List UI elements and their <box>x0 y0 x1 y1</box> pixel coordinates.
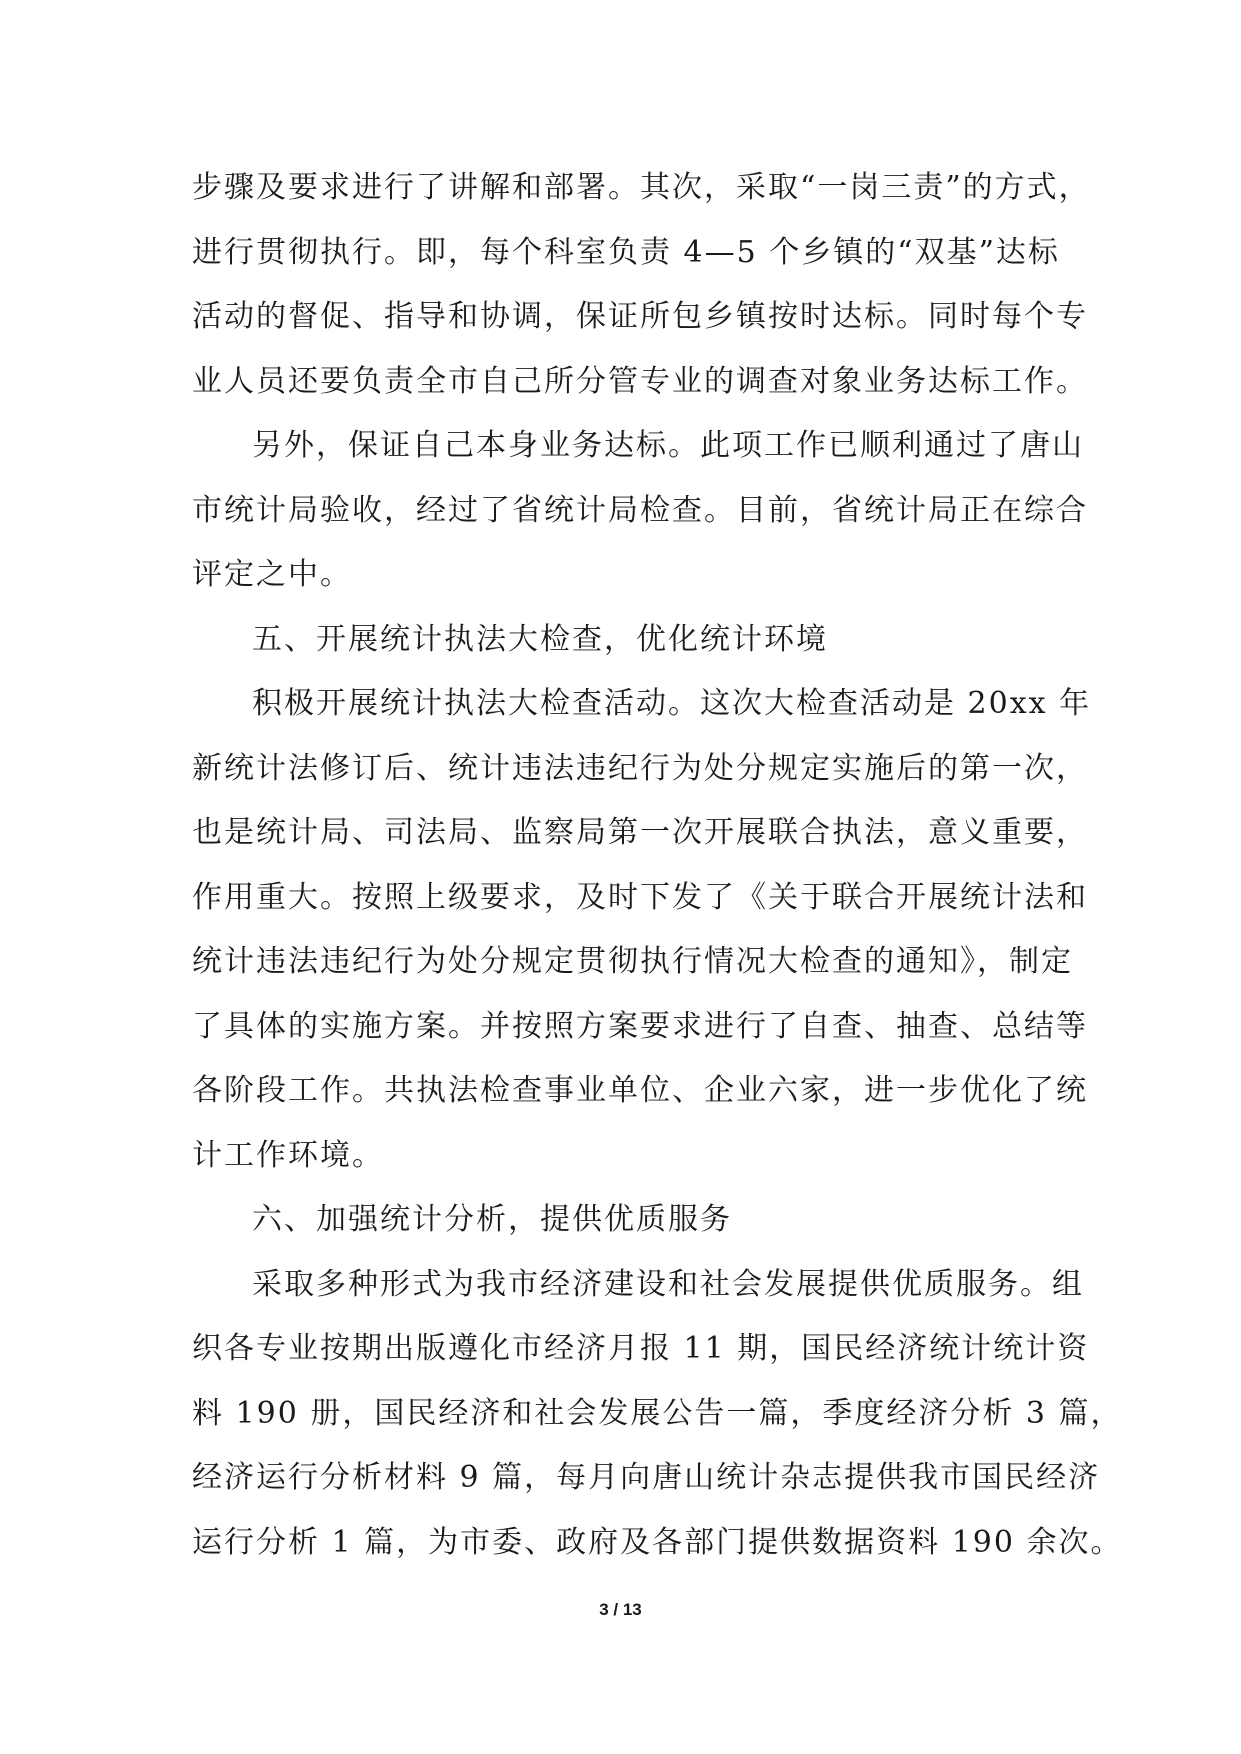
text-line: 运行分析 1 篇，为市委、政府及各部门提供数据资料 190 余次。 <box>192 1524 1123 1560</box>
text-line: 市统计局验收，经过了省统计局检查。目前，省统计局正在综合 <box>192 492 1088 528</box>
text-line: 评定之中。 <box>192 557 352 592</box>
text-line: 织各专业按期出版遵化市经济月报 11 期，国民经济统计统计资 <box>192 1331 1090 1366</box>
section-heading: 五、开展统计执法大检查，优化统计环境 <box>252 621 828 657</box>
text-line: 统计违法违纪行为处分规定贯彻执行情况大检查的通知》，制定 <box>192 944 1073 979</box>
page-number: 3 / 13 <box>599 1600 642 1619</box>
text-line: 业人员还要负责全市自己所分管专业的调查对象业务达标工作。 <box>192 363 1088 399</box>
paragraph-first-line: 积极开展统计执法大检查活动。这次大检查活动是 20xx 年 <box>252 686 1092 721</box>
document-body <box>192 156 1123 1575</box>
section-heading: 六、加强统计分析，提供优质服务 <box>252 1202 732 1237</box>
text-line: 进行贯彻执行。即，每个科室负责 4—5 个乡镇的“双基”达标 <box>192 234 1060 270</box>
text-line: 活动的督促、指导和协调，保证所包乡镇按时达标。同时每个专 <box>192 299 1088 334</box>
text-line: 新统计法修订后、统计违法违纪行为处分规定实施后的第一次， <box>192 750 1088 786</box>
text-line: 了具体的实施方案。并按照方案要求进行了自查、抽查、总结等 <box>192 1008 1088 1044</box>
paragraph-first-line: 采取多种形式为我市经济建设和社会发展提供优质服务。组 <box>252 1266 1084 1302</box>
text-line: 也是统计局、司法局、监察局第一次开展联合执法，意义重要， <box>192 815 1088 850</box>
text-line: 作用重大。按照上级要求，及时下发了《关于联合开展统计法和 <box>192 879 1088 915</box>
text-line: 各阶段工作。共执法检查事业单位、企业六家，进一步优化了统 <box>192 1073 1088 1108</box>
text-line: 料 190 册，国民经济和社会发展公告一篇，季度经济分析 3 篇， <box>192 1395 1123 1431</box>
text-line: 经济运行分析材料 9 篇，每月向唐山统计杂志提供我市国民经济 <box>192 1460 1101 1495</box>
text-line: 计工作环境。 <box>192 1137 384 1173</box>
paragraph-first-line: 另外，保证自己本身业务达标。此项工作已顺利通过了唐山 <box>252 428 1084 463</box>
text-line: 步骤及要求进行了讲解和部署。其次，采取“一岗三责”的方式， <box>192 170 1091 205</box>
